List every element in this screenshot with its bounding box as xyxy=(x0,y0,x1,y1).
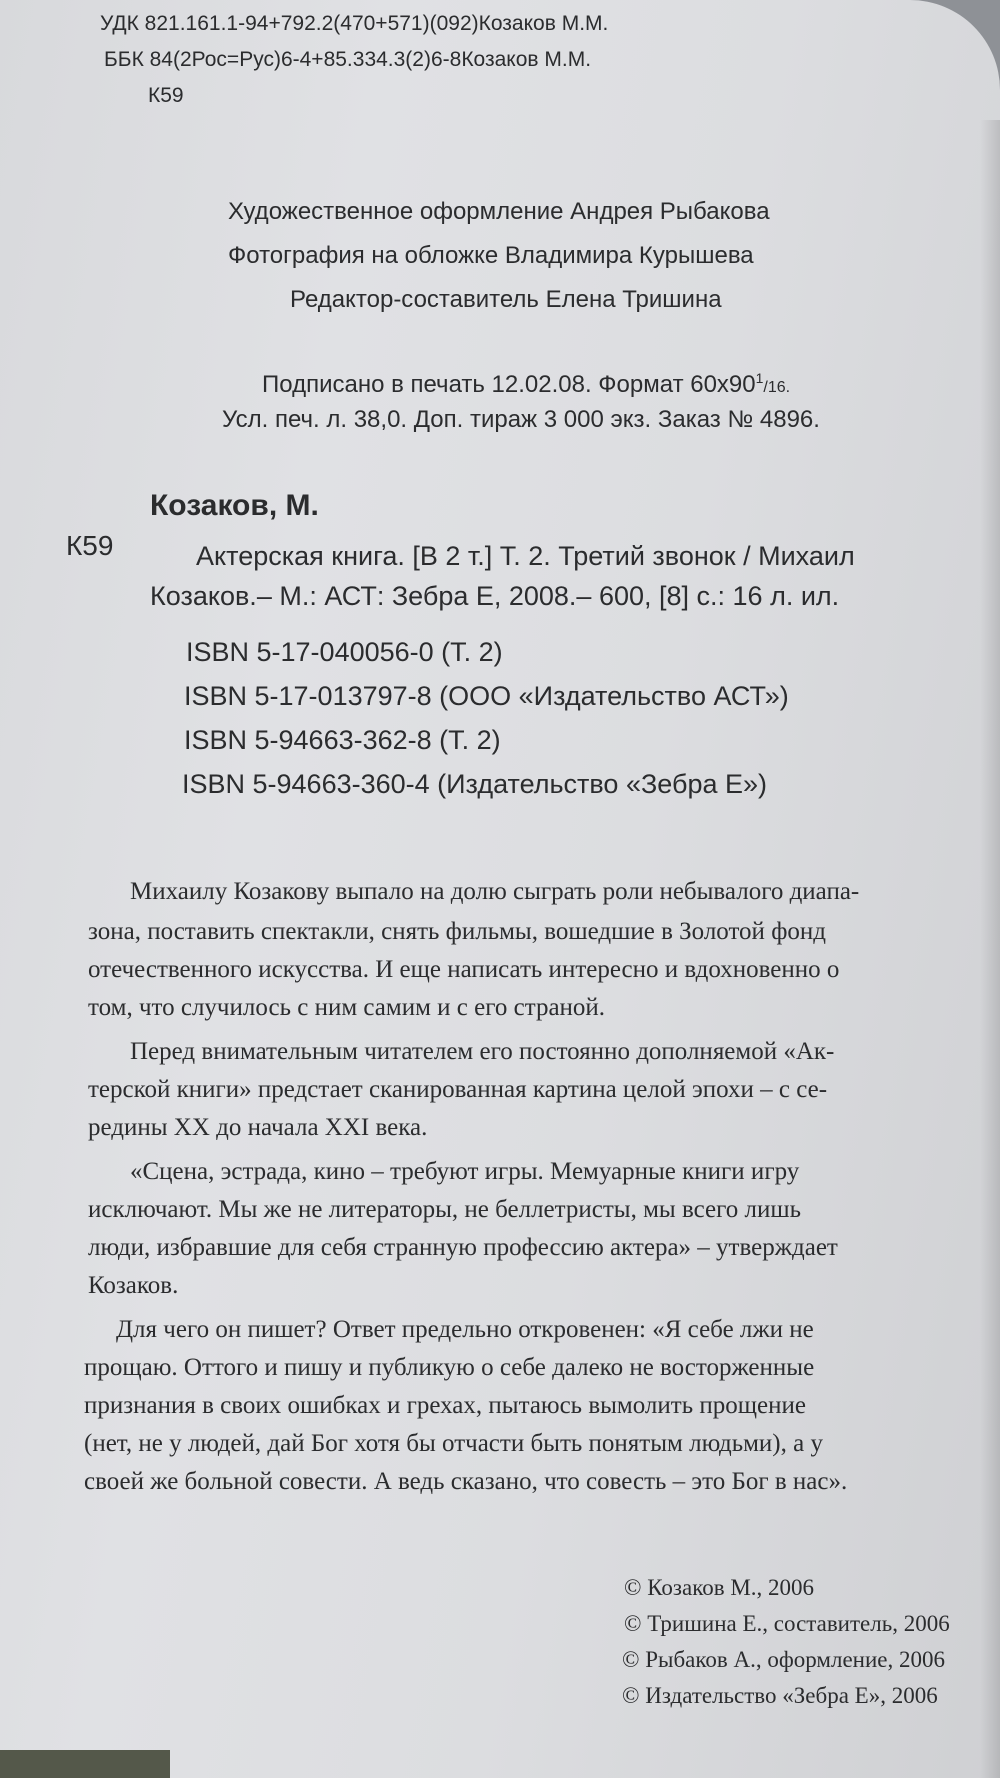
record-title-line-1: Актерская книга. [В 2 т.] Т. 2. Третий звонок / Михаил xyxy=(196,541,855,571)
print-info-line-2: Усл. печ. л. 38,0. Доп. тираж 3 000 экз. Заказ № 4896. xyxy=(222,406,820,433)
copyright-line: © Козаков М., 2006 xyxy=(624,1575,815,1600)
annotation-line: том, что случилось с ним самим и с его страной. xyxy=(88,994,606,1021)
print-info-line-1: Подписано в печать 12.02.08. Формат $60x90^1/16$. xyxy=(262,370,791,398)
annotation-line: своей же больной совести. А ведь сказано, что совесть – это Бог в нас». xyxy=(84,1468,848,1495)
author-mark: К59 xyxy=(66,530,114,561)
annotation-line: Михаилу Козакову выпало на долю сыграть роли небывалого диапа- xyxy=(130,878,860,905)
annotation-line: Козаков. xyxy=(88,1272,179,1299)
annotation-line: исключают. Мы же не литераторы, не беллетристы, мы всего лишь xyxy=(88,1196,801,1223)
annotation-line: терской книги» предстает сканированная картина целой эпохи – с се- xyxy=(88,1076,828,1103)
annotation-line: отечественного искусства. И еще написать интересно и вдохновенно о xyxy=(88,956,840,983)
annotation-line: зона, поставить спектакли, снять фильмы, вошедшие в Золотой фонд xyxy=(88,918,826,945)
copyright-line: © Рыбаков А., оформление, 2006 xyxy=(622,1647,945,1672)
photo-credit: Фотография на обложке Владимира Курышева xyxy=(228,242,754,269)
annotation-line: (нет, не у людей, дай Бог хотя бы отчасти быть понятым людьми), а у xyxy=(84,1430,823,1457)
annotation-line: Перед внимательным читателем его постоянно дополняемой «Ак- xyxy=(130,1038,835,1065)
annotation-line: прощаю. Оттого и пишу и публикую о себе далеко не восторженные xyxy=(84,1354,815,1381)
bbk-line: ББК 84(2Рос=Рус)6-4+85.334.3(2)6-8Козаков М.М. xyxy=(104,48,592,71)
annotation-line: редины XX до начала XXI века. xyxy=(88,1114,428,1141)
copyright-line: © Тришина Е., составитель, 2006 xyxy=(624,1611,950,1636)
isbn-3: ISBN 5-94663-362-8 (Т. 2) xyxy=(184,725,501,755)
copyright-line: © Издательство «Зебра Е», 2006 xyxy=(622,1683,938,1708)
annotation-line: Для чего он пишет? Ответ предельно откровенен: «Я себе лжи не xyxy=(116,1316,814,1343)
record-author: Козаков, М. xyxy=(150,489,319,522)
book-edge-corner xyxy=(0,1750,170,1778)
isbn-4: ISBN 5-94663-360-4 (Издательство «Зебра Е») xyxy=(182,769,767,799)
annotation-line: «Сцена, эстрада, кино – требуют игры. Мемуарные книги игру xyxy=(130,1158,800,1185)
isbn-1: ISBN 5-17-040056-0 (Т. 2) xyxy=(186,637,503,667)
editor-credit: Редактор-составитель Елена Тришина xyxy=(290,286,722,313)
annotation-line: люди, избравшие для себя странную профессию актера» – утверждает xyxy=(88,1234,838,1261)
author-mark-top: К59 xyxy=(148,84,184,107)
art-design-credit: Художественное оформление Андрея Рыбакова xyxy=(228,198,770,225)
page-shadow xyxy=(980,120,1000,1778)
udk-line: УДК 821.161.1-94+792.2(470+571)(092)Козаков М.М. xyxy=(100,12,609,35)
annotation-line: признания в своих ошибках и грехах, пытаюсь вымолить прощение xyxy=(84,1392,806,1419)
isbn-2: ISBN 5-17-013797-8 (ООО «Издательство АСТ») xyxy=(184,681,789,711)
record-title-line-2: Козаков.– М.: АСТ: Зебра Е, 2008.– 600, [8] с.: 16 л. ил. xyxy=(150,581,840,611)
